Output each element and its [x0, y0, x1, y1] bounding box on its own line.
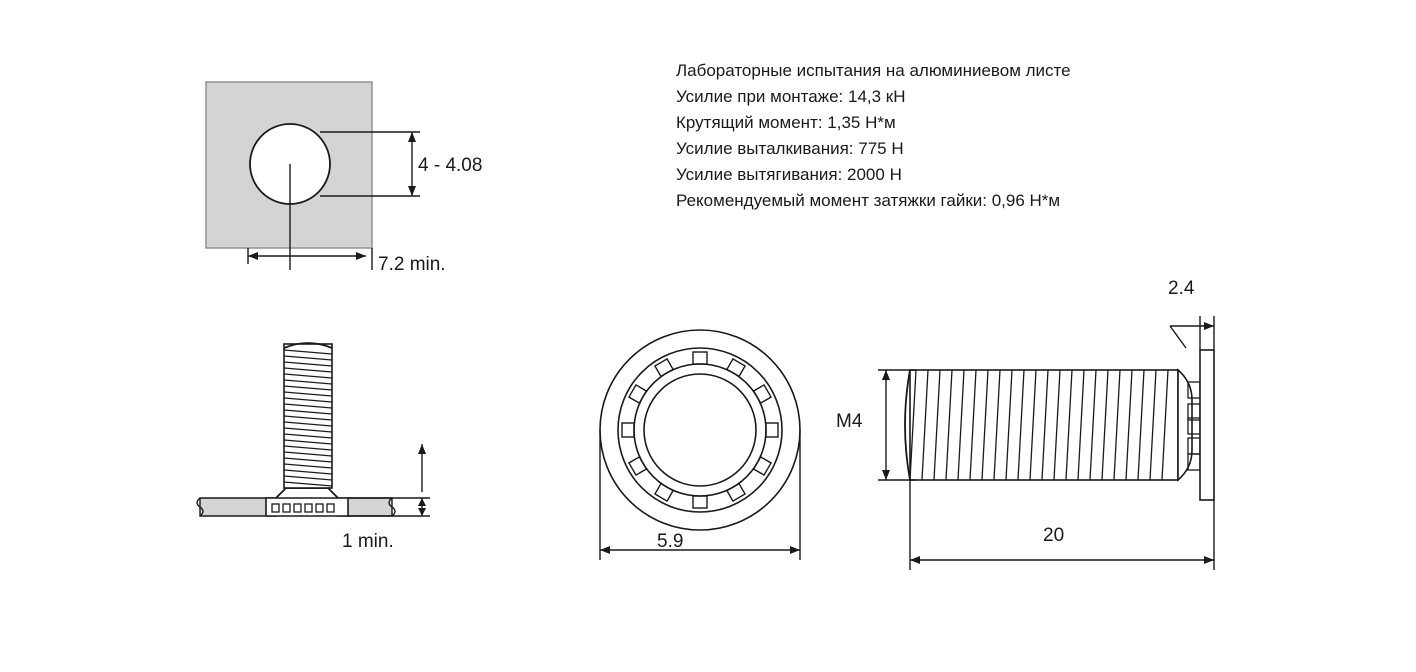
head-thickness-label: 2.4: [1168, 278, 1195, 299]
arrow-protrusion-top: [418, 498, 426, 506]
edge-distance-label: 7.2 min.: [378, 254, 446, 275]
arrow-up: [408, 132, 416, 142]
arrow-dia-right: [790, 546, 800, 554]
spec-line-install-force: Усилие при монтаже: 14,3 кН: [676, 87, 906, 106]
profile-view: [830, 270, 1260, 610]
spec-title: Лабораторные испытания на алюминиевом листе: [676, 61, 1071, 80]
head-diameter-label: 5.9: [657, 531, 684, 552]
arrow-length-left: [910, 556, 920, 564]
head-shoulder-profile: [1178, 370, 1192, 480]
protrusion-label: 1 min.: [342, 531, 394, 552]
arrow-dia-left: [600, 546, 610, 554]
length-label: 20: [1043, 525, 1065, 546]
spec-line-torque: Крутящий момент: 1,35 Н*м: [676, 113, 896, 132]
hole-diameter-label: 4 - 4.08: [418, 155, 483, 176]
arrow-m4-bottom: [882, 470, 890, 480]
sheet-left: [200, 498, 276, 516]
arrow-right: [356, 252, 366, 260]
spec-line-pushout-force: Усилие выталкивания: 775 Н: [676, 139, 904, 158]
arrow-protrusion-bottom: [418, 508, 426, 516]
arrow-left: [248, 252, 258, 260]
head-bore-inner: [644, 374, 756, 486]
thread-spec-label: M4: [836, 411, 863, 432]
head-thk-tick: [1170, 326, 1186, 348]
side-section-view: [180, 320, 540, 620]
thread-body: [910, 370, 1178, 480]
spec-block: [676, 58, 1071, 214]
head-flange: [1200, 350, 1214, 500]
arrow-height-top: [418, 444, 426, 454]
stud-head: [266, 498, 348, 516]
head-shoulder: [276, 488, 338, 498]
arrow-down: [408, 186, 416, 196]
arrow-head-thk: [1204, 322, 1214, 330]
spec-line-pullout-force: Усилие вытягивания: 2000 Н: [676, 165, 902, 184]
spec-line-recommended-nut-torque: Рекомендуемый момент затяжки гайки: 0,96 Н*м: [676, 191, 1061, 210]
arrow-m4-top: [882, 370, 890, 380]
arrow-length-right: [1204, 556, 1214, 564]
hole-pattern-view: [180, 60, 540, 300]
